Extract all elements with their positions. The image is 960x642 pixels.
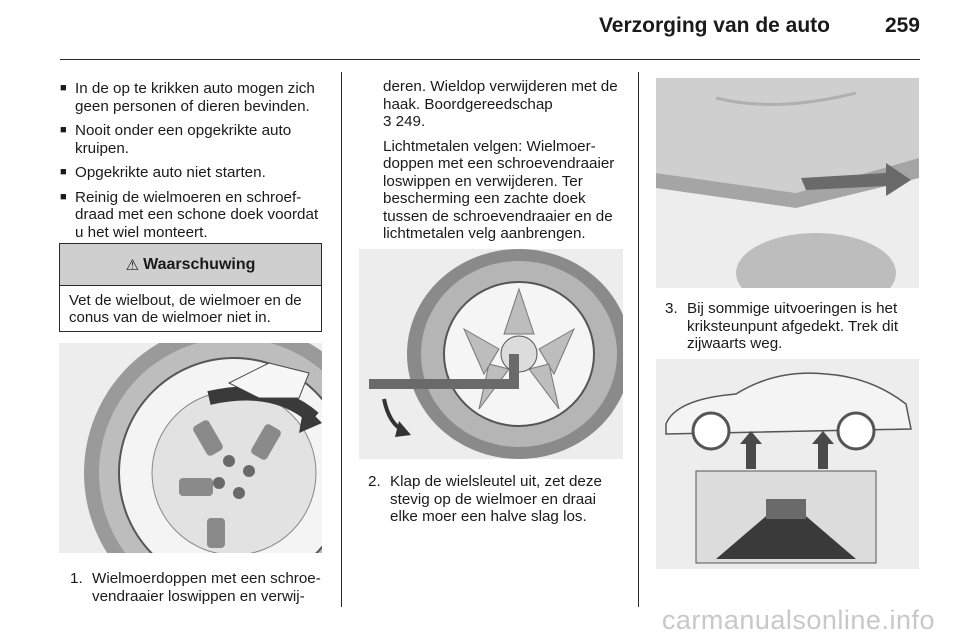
bullet-mark: ■ xyxy=(60,82,67,94)
continuation-text: deren. Wieldop verwijderen met de haak. Boordgereedschap 3 249. xyxy=(383,78,618,130)
bullet-item xyxy=(60,122,326,157)
bullet-mark: ■ xyxy=(60,124,67,136)
alloy-wheel-text: Lichtmetalen velgen: Wielmoerdoppen met een schroevendraaier loswippen en verwijderen. Ter bescherming een zachte doek tussen de schroevendraaier en de lichtmetalen velg aanbrengen. xyxy=(383,137,615,242)
step-text: Bij sommige uitvoeringen is het kriksteunpunt afgedekt. Trek dit zijwaarts weg. xyxy=(687,300,899,352)
step-text: Klap de wielsleutel uit, zet deze stevig op de wielmoer en draai elke moer een halve slag los. xyxy=(390,473,602,525)
column-divider-2 xyxy=(638,72,639,607)
step-text: Wielmoerdoppen met een schroevendraaier loswippen en verwij- xyxy=(92,570,321,605)
bullet-item xyxy=(60,164,326,182)
wheel-cover-svg xyxy=(59,343,322,553)
step-2 xyxy=(368,473,623,526)
warning-text: Vet de wielbout, de wielmoer en de conus van de wielmoer niet in. xyxy=(69,292,302,326)
bullet-text: Nooit onder een opgekrikte auto kruipen. xyxy=(75,122,292,157)
left-column-bullets xyxy=(60,80,326,248)
bullet-text: Opgekrikte auto niet starten. xyxy=(75,164,266,181)
step-3 xyxy=(665,300,925,353)
bullet-mark: ■ xyxy=(60,166,67,178)
wheel-cover-removal-illustration xyxy=(59,343,322,553)
bullet-mark: ■ xyxy=(60,190,67,203)
warning-title: Waarschuwing xyxy=(143,255,256,273)
page-reference: 3 249. xyxy=(383,113,426,130)
jack-point-car-svg xyxy=(656,359,919,569)
middle-column-text xyxy=(383,78,623,250)
wheel-wrench-illustration xyxy=(359,249,623,459)
jack-point-car-illustration xyxy=(656,359,919,569)
step-1 xyxy=(70,570,328,605)
jack-cover-illustration xyxy=(656,78,919,288)
warning-header xyxy=(60,244,321,286)
bullet-item xyxy=(60,189,326,242)
bullet-text: Reinig de wielmoeren en schroefdraad met een schone doek voordat u het wiel monteert. xyxy=(75,188,319,241)
wheel-wrench-svg xyxy=(359,249,623,459)
watermark: carmanualsonline.info xyxy=(661,605,935,635)
step-number: 1. xyxy=(70,570,83,587)
bullet-text: In de op te krikken auto mogen zich geen personen of dieren bevinden. xyxy=(75,80,315,115)
bullet-item xyxy=(60,80,326,115)
warning-triangle-icon: ⚠ xyxy=(125,256,140,274)
page-number: 259 xyxy=(884,14,920,37)
jack-cover-svg xyxy=(656,78,919,288)
column-divider-1 xyxy=(341,72,342,607)
section-title: Verzorging van de auto xyxy=(598,14,830,37)
warning-box xyxy=(59,243,322,332)
header-rule xyxy=(60,59,920,60)
step-number: 2. xyxy=(368,473,381,490)
step-number: 3. xyxy=(665,300,678,317)
